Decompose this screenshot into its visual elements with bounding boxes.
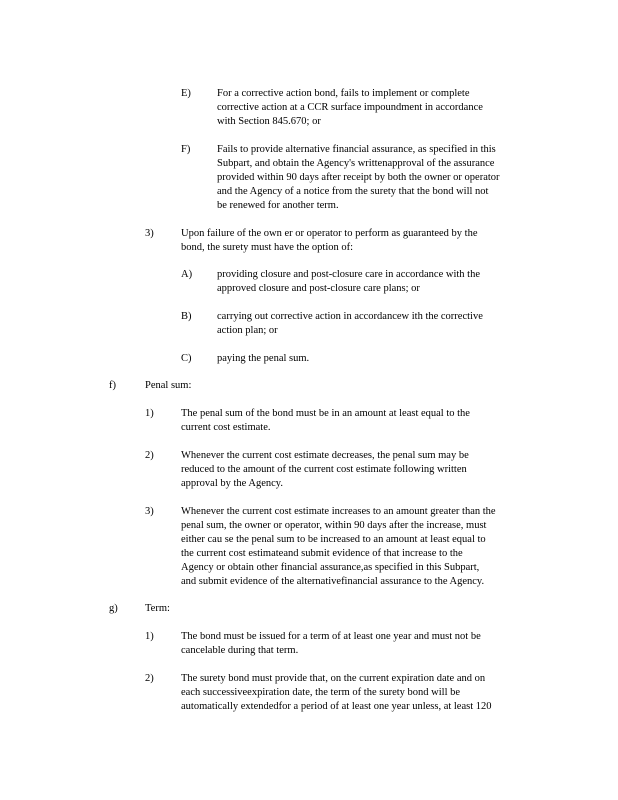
text-line: and the Agency of a notice from the surety that the bond will not: [217, 186, 489, 197]
text-line: and submit evidence of the alternativefinancial assurance to the Agency.: [181, 576, 485, 587]
text-line: approval by the Agency.: [181, 478, 283, 489]
item-text: [217, 143, 539, 213]
item-label: 1): [145, 631, 154, 642]
item-label: f): [109, 380, 116, 391]
text-line: automatically extendedfor a period of at least one year unless, at least 120: [181, 701, 492, 712]
item-label: 2): [145, 673, 154, 684]
text-line: the current cost estimateand submit evidence of that increase to the: [181, 548, 463, 559]
text-line: corrective action at a CCR surface impoundment in accordance: [217, 102, 483, 113]
text-line: Term:: [145, 603, 170, 614]
text-line: The penal sum of the bond must be in an amount at least equal to the: [181, 408, 470, 419]
text-line: providing closure and post-closure care in accordance with the: [217, 269, 480, 280]
item-text: [181, 407, 539, 435]
item-label: C): [181, 353, 192, 364]
text-line: bond, the surety must have the option of:: [181, 242, 354, 253]
text-line: Upon failure of the own er or operator to perform as guaranteed by the: [181, 228, 478, 239]
item-text: [217, 87, 539, 129]
text-line: either cau se the penal sum to be increased to an amount at least equal to: [181, 534, 486, 545]
text-line: paying the penal sum.: [217, 353, 310, 364]
text-line: Subpart, and obtain the Agency's writtenapproval of the assurance: [217, 158, 495, 169]
text-line: penal sum, the owner or operator, within 90 days after the increase, must: [181, 520, 487, 531]
text-line: Agency or obtain other financial assurance,as specified in this Subpart,: [181, 562, 480, 573]
item-label: E): [181, 88, 191, 99]
item-label: B): [181, 311, 192, 322]
item-label: g): [109, 603, 118, 614]
item-label: 2): [145, 450, 154, 461]
text-line: Whenever the current cost estimate decreases, the penal sum may be: [181, 450, 469, 461]
item-text: [217, 310, 539, 338]
text-line: provided within 90 days after receipt by both the owner or operator: [217, 172, 500, 183]
item-label: F): [181, 144, 191, 155]
section-heading: [145, 602, 345, 616]
item-text: [181, 630, 539, 658]
text-line: action plan; or: [217, 325, 278, 336]
item-text: [181, 449, 539, 491]
item-text: [181, 227, 539, 255]
section-heading: [145, 379, 345, 393]
text-line: The bond must be issued for a term of at least one year and must not be: [181, 631, 481, 642]
text-line: reduced to the amount of the current cost estimate following written: [181, 464, 467, 475]
text-line: cancelable during that term.: [181, 645, 299, 656]
text-line: Penal sum:: [145, 380, 192, 391]
item-label: 3): [145, 228, 154, 239]
item-label: 1): [145, 408, 154, 419]
text-line: current cost estimate.: [181, 422, 271, 433]
item-label: 3): [145, 506, 154, 517]
item-text: [181, 672, 539, 714]
item-text: [217, 352, 539, 366]
text-line: be renewed for another term.: [217, 200, 339, 211]
item-label: A): [181, 269, 193, 280]
item-text: [181, 505, 539, 589]
text-line: carrying out corrective action in accordancew ith the corrective: [217, 311, 483, 322]
text-line: each successiveexpiration date, the term of the surety bond will be: [181, 687, 461, 698]
text-line: approved closure and post-closure care plans; or: [217, 283, 420, 294]
text-line: Fails to provide alternative financial assurance, as specified in this: [217, 144, 496, 155]
text-line: The surety bond must provide that, on the current expiration date and on: [181, 673, 486, 684]
item-text: [217, 268, 539, 296]
text-line: For a corrective action bond, fails to implement or complete: [217, 88, 470, 99]
text-line: with Section 845.670; or: [217, 116, 321, 127]
text-line: Whenever the current cost estimate increases to an amount greater than the: [181, 506, 496, 517]
